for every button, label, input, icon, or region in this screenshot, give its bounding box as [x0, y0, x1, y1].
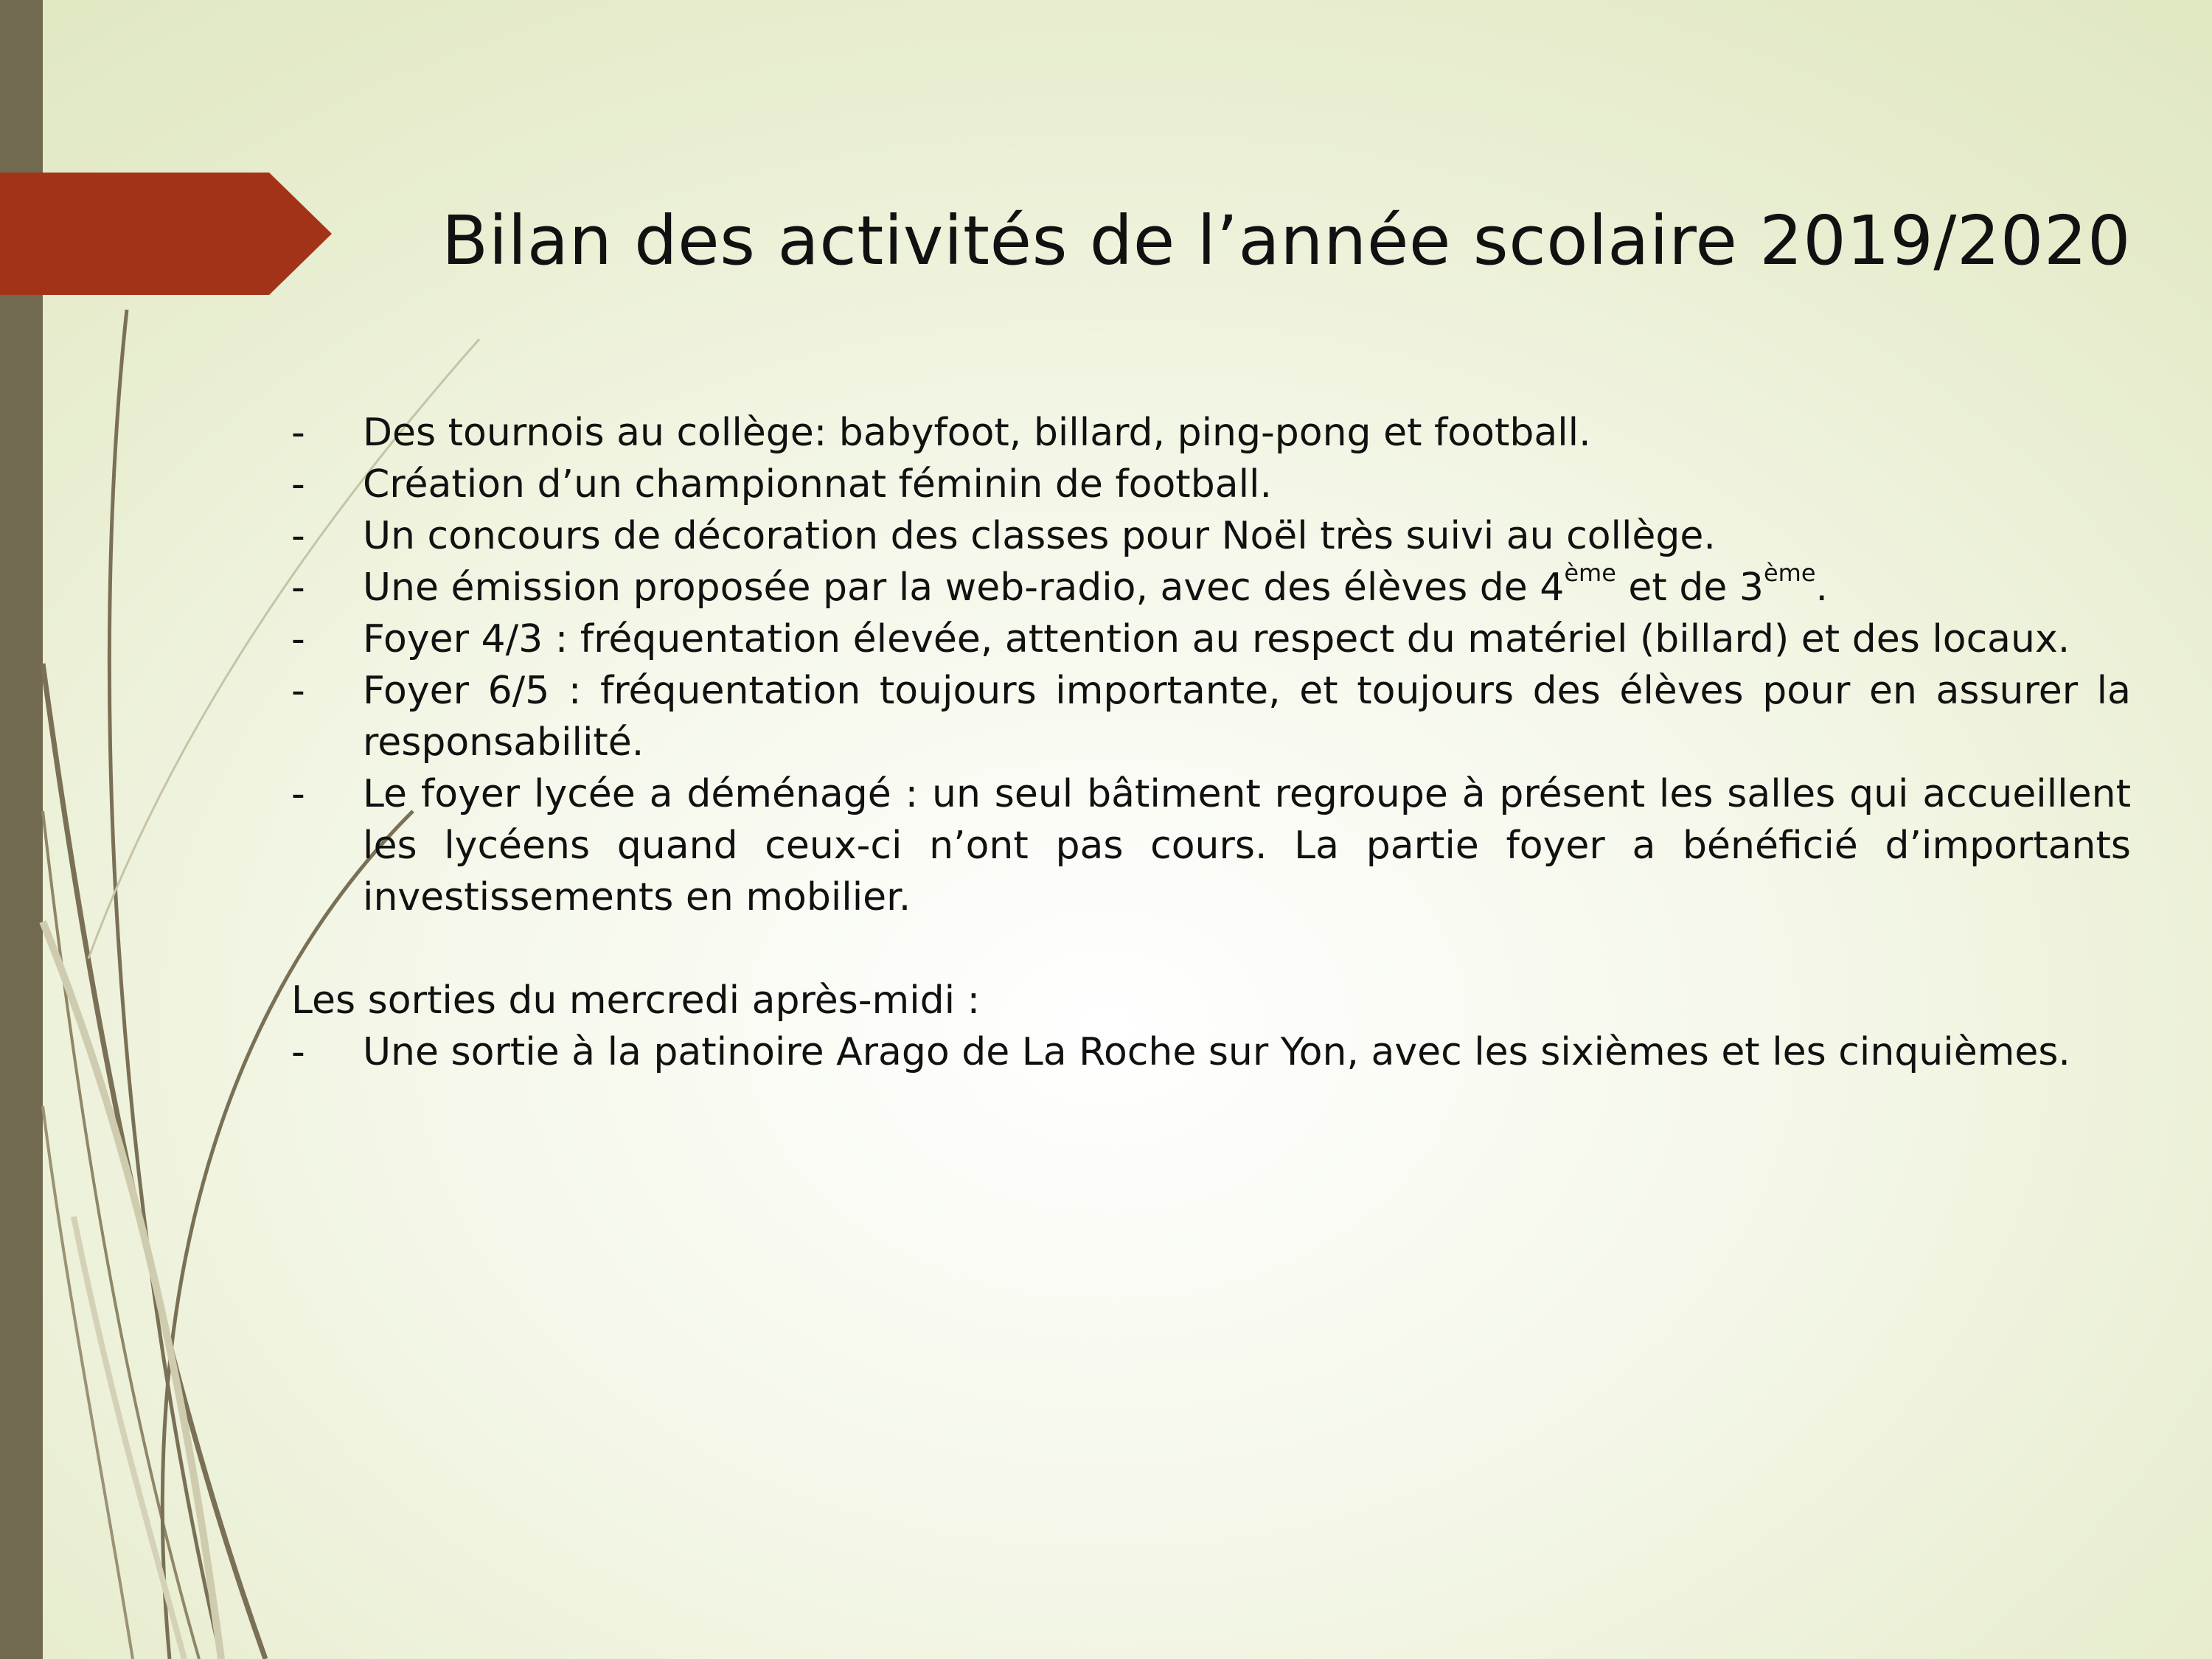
- decor-line: [43, 664, 265, 1659]
- decor-line: [109, 310, 221, 1659]
- list-item-text: Des tournois au collège: babyfoot, billard, ping-pong et football.: [363, 411, 1591, 455]
- list-item: [291, 768, 2131, 923]
- activities-list: [291, 407, 2131, 923]
- decor-line: [43, 811, 199, 1659]
- list-item-text: Création d’un championnat féminin de football.: [363, 462, 1272, 507]
- bullet-dash: -: [291, 566, 305, 610]
- title-arrow-shape: [0, 173, 332, 295]
- section-heading: Les sorties du mercredi après-midi :: [291, 978, 981, 1023]
- bullet-dash: -: [291, 1030, 305, 1074]
- bullet-dash: -: [291, 514, 305, 558]
- bullet-dash: -: [291, 462, 305, 507]
- list-item: [291, 613, 2131, 665]
- bullet-dash: -: [291, 617, 305, 661]
- list-item: [291, 559, 2131, 613]
- list-item: [291, 459, 2131, 510]
- outings-list: [291, 1026, 2131, 1078]
- list-item-text: Le foyer lycée a déménagé : un seul bâtiment regroupe à présent les salles qui accueillent les lycéens quand ceux-ci n’ont pas cours. La partie foyer a bénéficié d’importants investissements en mobilier.: [363, 772, 2131, 919]
- list-item-text: Une émission proposée par la web-radio, avec des élèves de 4: [363, 566, 1565, 610]
- list-item: [291, 1026, 2131, 1078]
- list-item-text: Une sortie à la patinoire Arago de La Roche sur Yon, avec les sixièmes et les cinquièmes.: [363, 1030, 2070, 1074]
- superscript: ème: [1564, 559, 1616, 587]
- list-item-text: Foyer 6/5 : fréquentation toujours importante, et toujours des élèves pour en assurer la responsabilité.: [363, 669, 2131, 765]
- list-item-text: Foyer 4/3 : fréquentation élevée, attention au respect du matériel (billard) et des locaux.: [363, 617, 2070, 661]
- decor-line: [74, 1217, 184, 1659]
- slide-title: Bilan des activités de l’année scolaire 2019/2020: [442, 201, 2131, 280]
- bullet-dash: -: [291, 411, 305, 455]
- list-item: [291, 407, 2131, 459]
- list-item: [291, 665, 2131, 768]
- superscript: ème: [1763, 559, 1816, 587]
- list-item: [291, 510, 2131, 562]
- list-item-text-part: et de 3: [1615, 566, 1764, 610]
- bullet-dash: -: [291, 772, 305, 816]
- decor-line: [43, 1106, 133, 1659]
- list-item-text: Un concours de décoration des classes pour Noël très suivi au collège.: [363, 514, 1716, 558]
- bullet-dash: -: [291, 669, 305, 713]
- list-item-text-part: .: [1815, 566, 1829, 610]
- slide-content: [291, 407, 2131, 1078]
